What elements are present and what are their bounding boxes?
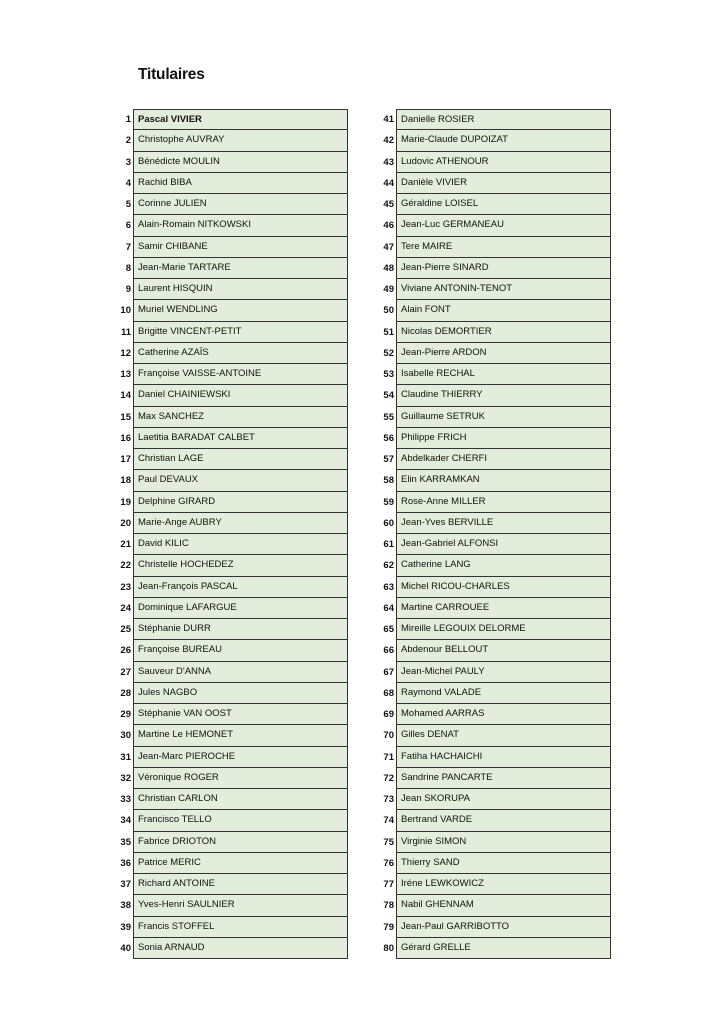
list-item [108,577,348,598]
entry-number: 38 [120,900,131,912]
entry-number: 76 [383,857,394,869]
entry-name: Abdelkader CHERFI [396,449,611,470]
entry-name: Jean-Marie TARTARE [133,258,348,279]
entry-number: 41 [383,114,394,125]
entry-number: 16 [120,432,131,444]
entry-name: Bénédicte MOULIN [133,152,348,173]
entry-name: Christian CARLON [133,789,348,810]
list-column-left [108,109,348,959]
entry-name: Jean-Michel PAULY [396,662,611,683]
entry-number: 64 [383,602,394,614]
entry-name: Philippe FRICH [396,428,611,449]
entry-name: Danielle ROSIER [396,109,611,130]
list-item [108,640,348,661]
entry-number: 29 [120,709,131,720]
entry-number: 77 [383,879,394,890]
list-item [108,555,348,576]
entry-number: 23 [120,581,131,593]
entry-name: Virginie SIMON [396,832,611,853]
list-item [108,874,348,895]
entry-name: Fabrice DRIOTON [133,832,348,853]
entry-name: Nabil GHENNAM [396,895,611,916]
entry-name: Jean-Marc PIEROCHE [133,747,348,768]
entry-name: Viviane ANTONIN-TENOT [396,279,611,300]
page-title: Titulaires [138,66,205,83]
list-item [371,130,611,151]
list-item [108,832,348,853]
list-item [371,322,611,343]
entry-name: Yves-Henri SAULNIER [133,895,348,916]
entry-number: 72 [383,772,394,784]
list-item [108,407,348,428]
entry-number: 17 [120,454,131,465]
entry-name: Jean SKORUPA [396,789,611,810]
entry-number: 67 [383,666,394,678]
entry-name: Guillaume SETRUK [396,407,611,428]
entry-name: Tere MAIRE [396,237,611,258]
entry-number: 75 [383,836,394,848]
entry-number: 10 [120,305,131,317]
list-item [371,152,611,173]
list-item [371,895,611,916]
list-item [371,470,611,491]
entry-name: Marie-Ange AUBRY [133,513,348,534]
entry-number: 50 [383,305,394,317]
entry-number: 66 [383,645,394,657]
entry-name: Ludovic ATHENOUR [396,152,611,173]
list-item [371,300,611,321]
entry-number: 69 [383,709,394,720]
entry-name: Catherine AZAÏS [133,343,348,364]
list-item [108,300,348,321]
entry-name: Jean-François PASCAL [133,577,348,598]
entry-number: 51 [383,326,394,338]
list-item [371,768,611,789]
list-column-right [371,109,611,959]
entry-number: 30 [120,730,131,742]
entry-number: 9 [125,284,131,295]
entry-name: Bertrand VARDE [396,810,611,831]
entry-number: 27 [120,666,131,678]
list-item [371,683,611,704]
entry-number: 48 [383,262,394,274]
entry-name: Corinne JULIEN [133,194,348,215]
list-item [108,725,348,746]
list-item [371,109,611,130]
list-item [371,428,611,449]
entry-number: 43 [383,156,394,168]
list-item [371,619,611,640]
entry-name: Jean-Paul GARRIBOTTO [396,917,611,938]
entry-number: 37 [120,879,131,890]
list-item [108,895,348,916]
entry-name: Richard ANTOINE [133,874,348,895]
list-item [371,640,611,661]
entry-name: Fatiha HACHAICHI [396,747,611,768]
entry-number: 45 [383,199,394,210]
list-item [371,747,611,768]
entry-number: 80 [383,942,394,954]
entry-name: Mohamed AARRAS [396,704,611,725]
list-item [108,385,348,406]
entry-name: Christophe AUVRAY [133,130,348,151]
list-item [371,704,611,725]
entry-number: 8 [125,262,131,274]
entry-name: Sonia ARNAUD [133,938,348,959]
list-item [371,917,611,938]
entry-number: 36 [120,857,131,869]
entry-number: 40 [120,942,131,954]
list-item [108,598,348,619]
list-item [108,683,348,704]
list-item [371,534,611,555]
entry-number: 60 [383,517,394,529]
entry-name: Gilles DENAT [396,725,611,746]
list-item [371,215,611,236]
entry-number: 61 [383,539,394,550]
entry-number: 13 [120,369,131,380]
entry-number: 12 [120,347,131,359]
list-item [108,109,348,130]
entry-number: 21 [120,539,131,550]
entry-number: 24 [120,602,131,614]
entry-name: Iréne LEWKOWICZ [396,874,611,895]
list-item [371,385,611,406]
entry-number: 34 [120,815,131,827]
list-item [108,343,348,364]
list-item [108,768,348,789]
entry-number: 5 [125,199,131,210]
entry-name: Jean-Pierre SINARD [396,258,611,279]
list-item [108,938,348,959]
entry-name: Paul DEVAUX [133,470,348,491]
entry-name: Stéphanie DURR [133,619,348,640]
entry-name: Alain-Romain NITKOWSKI [133,215,348,236]
entry-name: Jean-Yves BERVILLE [396,513,611,534]
list-item [108,810,348,831]
list-item [371,343,611,364]
entry-name: Catherine LANG [396,555,611,576]
entry-number: 2 [125,135,131,147]
entry-number: 18 [120,475,131,487]
entry-number: 44 [383,177,394,189]
entry-name: Pascal VIVIER [133,109,348,130]
list-item [108,449,348,470]
entry-number: 53 [383,369,394,380]
entry-name: Francis STOFFEL [133,917,348,938]
entry-number: 70 [383,730,394,742]
entry-name: Patrice MERIC [133,853,348,874]
list-item [108,194,348,215]
entry-name: Rachid BIBA [133,173,348,194]
entry-number: 73 [383,794,394,805]
entry-name: Jean-Gabriel ALFONSI [396,534,611,555]
list-item [371,853,611,874]
entry-name: Rose-Anne MILLER [396,492,611,513]
list-item [108,789,348,810]
list-item [371,810,611,831]
entry-number: 46 [383,220,394,232]
entry-number: 1 [125,114,131,125]
entry-number: 49 [383,284,394,295]
entry-name: Françoise VAISSE-ANTOINE [133,364,348,385]
entry-name: Nicolas DEMORTIER [396,322,611,343]
entry-number: 71 [383,751,394,763]
list-item [108,619,348,640]
entry-name: Abdenour BELLOUT [396,640,611,661]
list-item [108,173,348,194]
list-item [371,364,611,385]
entry-name: Samir CHIBANE [133,237,348,258]
list-item [108,492,348,513]
entry-number: 78 [383,900,394,912]
entry-number: 62 [383,560,394,572]
list-item [371,449,611,470]
entry-number: 57 [383,454,394,465]
list-item [371,789,611,810]
list-item [371,662,611,683]
entry-name: Laurent HISQUIN [133,279,348,300]
entry-number: 6 [125,220,131,232]
entry-number: 31 [120,751,131,763]
entry-number: 32 [120,772,131,784]
entry-name: Delphine GIRARD [133,492,348,513]
entry-name: Martine Le HEMONET [133,725,348,746]
entry-name: Jean-Pierre ARDON [396,343,611,364]
entry-number: 63 [383,581,394,593]
entry-number: 28 [120,687,131,699]
entry-number: 55 [383,411,394,423]
entry-name: Stéphanie VAN OOST [133,704,348,725]
entry-name: Dominique LAFARGUE [133,598,348,619]
list-item [371,407,611,428]
entry-name: Raymond VALADE [396,683,611,704]
list-item [108,215,348,236]
entry-number: 14 [120,390,131,402]
entry-number: 54 [383,390,394,402]
list-item [371,577,611,598]
list-item [108,662,348,683]
list-item [108,364,348,385]
list-item [108,279,348,300]
entry-number: 4 [125,177,131,189]
entry-number: 56 [383,432,394,444]
entry-number: 15 [120,411,131,423]
list-item [371,874,611,895]
list-item [108,152,348,173]
list-item [108,853,348,874]
entry-number: 20 [120,517,131,529]
entry-name: Muriel WENDLING [133,300,348,321]
entry-name: Michel RICOU-CHARLES [396,577,611,598]
list-item [371,513,611,534]
list-item [371,194,611,215]
entry-name: Jules NAGBO [133,683,348,704]
list-item [371,598,611,619]
entry-name: Sandrine PANCARTE [396,768,611,789]
list-item [108,704,348,725]
list-item [108,130,348,151]
list-item [371,832,611,853]
list-item [108,513,348,534]
entry-number: 74 [383,815,394,827]
entry-number: 35 [120,836,131,848]
entry-name: Francisco TELLO [133,810,348,831]
list-item [108,258,348,279]
list-item [371,492,611,513]
entry-number: 58 [383,475,394,487]
entry-name: Françoise BUREAU [133,640,348,661]
entry-name: Isabelle RECHAL [396,364,611,385]
list-item [371,237,611,258]
entry-name: Max SANCHEZ [133,407,348,428]
entry-name: Alain FONT [396,300,611,321]
entry-number: 52 [383,347,394,359]
entry-name: Géraldine LOISEL [396,194,611,215]
entry-name: Laetitia BARADAT CALBET [133,428,348,449]
entry-number: 22 [120,560,131,572]
entry-number: 79 [383,921,394,933]
list-item [108,470,348,491]
entry-name: Thierry SAND [396,853,611,874]
list-item [371,938,611,959]
entry-name: Elin KARRAMKAN [396,470,611,491]
entry-number: 39 [120,921,131,933]
entry-number: 3 [125,156,131,168]
list-item [108,747,348,768]
entry-number: 65 [383,624,394,635]
list-item [108,428,348,449]
list-item [108,237,348,258]
list-item [371,258,611,279]
list-item [371,279,611,300]
list-item [371,173,611,194]
list-item [108,534,348,555]
list-item [371,725,611,746]
entry-name: David KILIC [133,534,348,555]
entry-number: 11 [120,326,131,338]
entry-number: 68 [383,687,394,699]
entry-number: 25 [120,624,131,635]
entry-name: Jean-Luc GERMANEAU [396,215,611,236]
entry-name: Sauveur D'ANNA [133,662,348,683]
entry-name: Daniel CHAINIEWSKI [133,385,348,406]
list-item [108,917,348,938]
entry-name: Christian LAGE [133,449,348,470]
entry-name: Christelle HOCHEDEZ [133,555,348,576]
list-item [371,555,611,576]
entry-name: Véronique ROGER [133,768,348,789]
entry-number: 19 [120,496,131,508]
entry-name: Martine CARROUEE [396,598,611,619]
entry-number: 33 [120,794,131,805]
entry-number: 7 [125,241,131,253]
entry-name: Gérard GRELLE [396,938,611,959]
entry-name: Danièle VIVIER [396,173,611,194]
entry-name: Marie-Claude DUPOIZAT [396,130,611,151]
entry-name: Claudine THIERRY [396,385,611,406]
entry-number: 42 [383,135,394,147]
entry-number: 47 [383,241,394,253]
entry-number: 59 [383,496,394,508]
list-item [108,322,348,343]
entry-name: Mireille LEGOUIX DELORME [396,619,611,640]
entry-number: 26 [120,645,131,657]
entry-name: Brigitte VINCENT-PETIT [133,322,348,343]
